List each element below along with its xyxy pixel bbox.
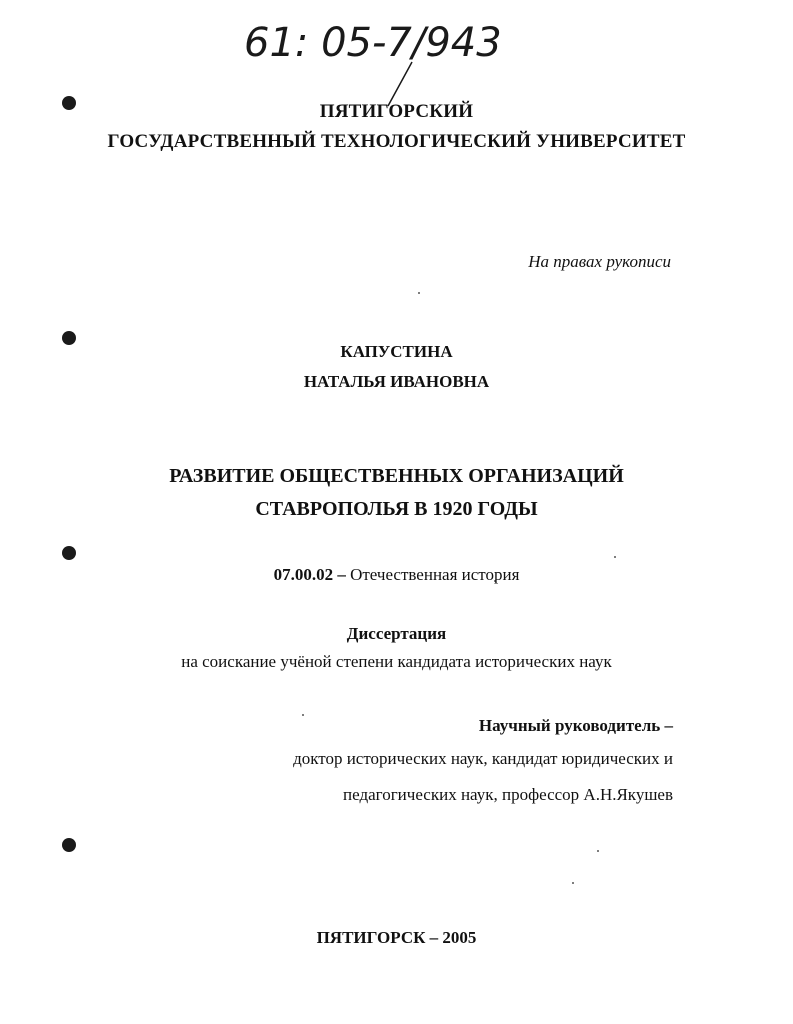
handwritten-archive-code xyxy=(240,10,510,70)
header-city-line: ПЯТИГОРСКИЙ xyxy=(319,101,474,122)
supervisor-line-2: педагогических наук, профессор А.Н.Якушев xyxy=(343,785,673,804)
specialty-dash: – xyxy=(333,565,351,584)
degree-line: на соискание учёной степени кандидата исторических наук xyxy=(181,652,612,671)
author-given-names: НАТАЛЬЯ ИВАНОВНА xyxy=(303,372,490,391)
scan-speck xyxy=(302,714,304,716)
specialty-line xyxy=(0,565,793,585)
rights-note: На правах рукописи xyxy=(528,252,671,271)
title-line-2: СТАВРОПОЛЬЯ В 1920 ГОДЫ xyxy=(255,498,538,520)
scan-speck xyxy=(614,556,616,558)
scan-speck xyxy=(418,292,420,294)
document-type: Диссертация xyxy=(346,624,447,643)
title-line-1: РАЗВИТИЕ ОБЩЕСТВЕННЫХ ОРГАНИЗАЦИЙ xyxy=(169,465,624,487)
supervisor-label: Научный руководитель – xyxy=(478,716,673,735)
specialty-code: 07.00.02 xyxy=(273,565,334,584)
binding-hole-3 xyxy=(62,546,76,560)
header-university-line: ГОСУДАРСТВЕННЫЙ ТЕХНОЛОГИЧЕСКИЙ УНИВЕРСИТЕТ xyxy=(107,131,686,152)
author-surname: КАПУСТИНА xyxy=(340,342,453,361)
supervisor-line-1: доктор исторических наук, кандидат юридических и xyxy=(293,749,673,768)
handwritten-archive-code-text: 61: 05-7/943 xyxy=(244,20,502,66)
scan-speck xyxy=(597,850,599,852)
binding-hole-4 xyxy=(62,838,76,852)
scan-speck xyxy=(572,882,574,884)
specialty-name: Отечественная история xyxy=(350,565,520,584)
footer-city-year: ПЯТИГОРСК – 2005 xyxy=(316,928,477,947)
